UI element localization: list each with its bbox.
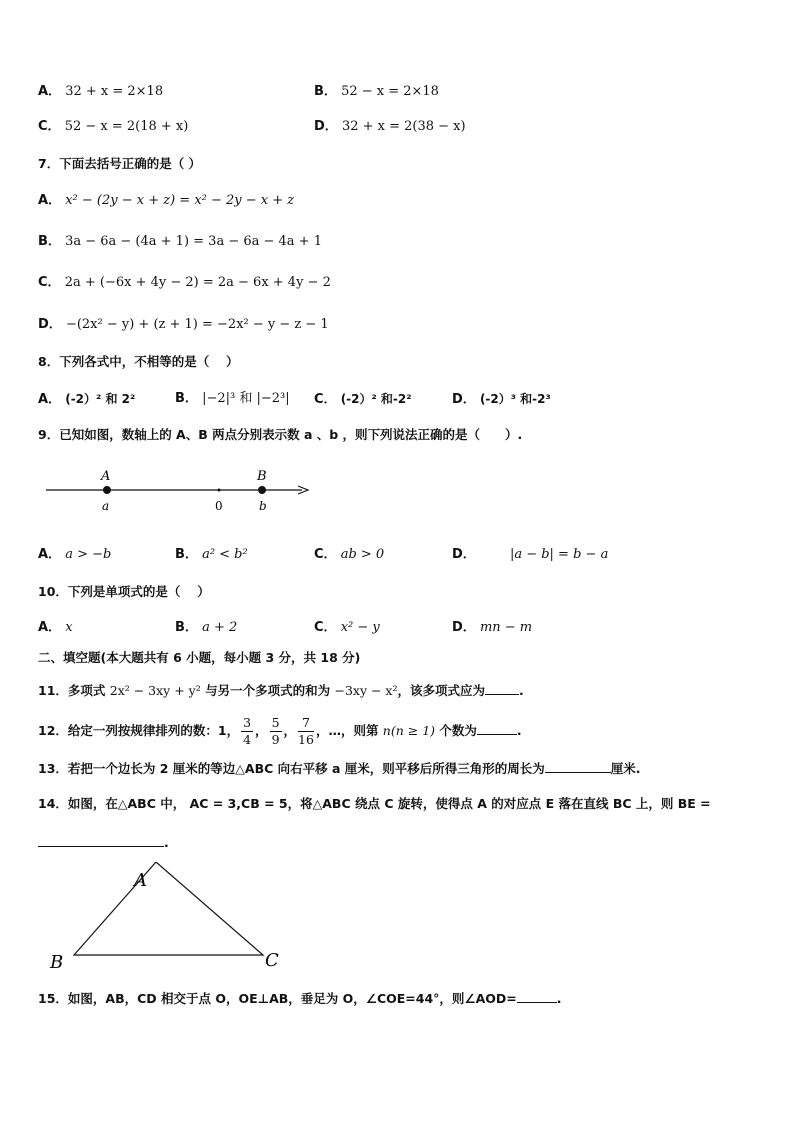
option-expr: (-2）² 和-2² [340, 392, 412, 406]
section-title: 二、填空题(本大题共有 6 小题，每小题 3 分，共 18 分) [38, 650, 361, 665]
option-label: B． [175, 391, 198, 406]
number-line-figure [40, 465, 320, 517]
option-expr: ab > 0 [340, 547, 385, 562]
fraction-3-4 [241, 715, 253, 748]
option-expr: |a − b| = b − a [509, 547, 609, 562]
option-label: C． [314, 392, 337, 407]
point-b-label: B [257, 469, 267, 484]
q6-option-d [314, 118, 466, 136]
triangle-abc [74, 862, 263, 955]
q9-option-c [314, 546, 384, 564]
triangle-figure [40, 862, 300, 974]
q14-text: 14．如图，在△ABC 中， AC = 3,CB = 5，将△ABC 绕点 C 旋转，使得点 A 的对应点 E 落在直线 BC 上，则 BE = [38, 796, 711, 811]
option-expr: |−2|³ 和 |−2³| [202, 391, 290, 406]
option-label: A． [38, 193, 62, 208]
option-label: D． [452, 392, 476, 407]
option-expr: x² − y [340, 620, 380, 635]
option-label: C． [314, 547, 337, 562]
numerator: 3 [243, 715, 252, 730]
q13-text: 13．若把一个边长为 2 厘米的等边△ABC 向右平移 a 厘米，则平移后所得三角形的周长为 [38, 761, 545, 776]
q11-end: . [519, 683, 524, 698]
q14-answer-line [38, 832, 169, 852]
q12-post2: 个数为 [435, 723, 477, 738]
option-label: C． [38, 119, 61, 134]
answer-blank [545, 758, 611, 773]
q8-option-a [38, 390, 135, 409]
q12: 12．给定一列按规律排列的数：1， $\frac{3}{4}$ ， $\frac{5}{9}$ ， $\frac{7}{16}$ ，…，则第 n(n ≥ 1) 个数为 . [38, 715, 522, 747]
point-b-dot [258, 486, 266, 494]
q12-pre: 12．给定一列按规律排列的数：1， [38, 723, 240, 738]
option-label: D． [452, 620, 476, 635]
option-label: A． [38, 392, 62, 407]
value-a-label: a [102, 499, 110, 513]
point-a-label: A [101, 469, 111, 484]
q12-post: ，…，则第 [315, 723, 383, 738]
q11 [38, 680, 524, 700]
option-expr: (-2）² 和 2² [65, 392, 136, 406]
q7-stem: 7．下面去括号正确的是（ ） [38, 156, 202, 171]
option-label: D． [314, 119, 338, 134]
point-a-dot [103, 486, 111, 494]
q10-option-c [314, 619, 380, 637]
q11-expr2: −3xy − x² [334, 683, 398, 698]
q8-option-c [314, 390, 412, 409]
q7-option-a [38, 192, 294, 210]
q12-cond: n(n ≥ 1) [382, 723, 436, 738]
option-expr: −(2x² − y) + (z + 1) = −2x² − y − z − 1 [65, 317, 329, 332]
q15-text: 15．如图，AB，CD 相交于点 O，OE⊥AB，垂足为 O，∠COE=44°，则∠AOD= [38, 991, 517, 1006]
q9-option-a [38, 546, 111, 564]
option-label: B． [38, 234, 61, 249]
q6-option-b [314, 83, 439, 101]
option-expr: x [65, 620, 73, 635]
answer-blank [477, 720, 517, 735]
denominator: 9 [271, 732, 280, 747]
q11-mid: 与另一个多项式的和为 [200, 683, 335, 698]
option-label: B． [314, 84, 337, 99]
q8-stem: 8．下列各式中，不相等的是（ ） [38, 354, 239, 369]
q12-end: . [516, 723, 522, 738]
value-b-label: b [259, 499, 267, 513]
q10-option-d [452, 619, 532, 637]
fraction-5-9 [270, 715, 282, 748]
option-label: C． [314, 620, 337, 635]
q9-option-b [175, 546, 248, 564]
option-label: B． [175, 620, 198, 635]
option-expr: 52 − x = 2(18 + x) [64, 119, 189, 134]
option-label: D． [452, 547, 476, 562]
origin-dot [218, 489, 221, 492]
option-expr: mn − m [479, 620, 533, 635]
q15 [38, 988, 562, 1008]
option-expr: (-2）³ 和-2³ [479, 392, 551, 406]
q7-option-c [38, 274, 331, 292]
option-label: A． [38, 620, 62, 635]
q11-pre: 11．多项式 [38, 683, 110, 698]
answer-blank [38, 832, 164, 847]
q8-option-d [452, 390, 551, 409]
fraction-7-16 [298, 715, 314, 748]
numerator: 7 [298, 715, 314, 732]
option-expr: 2a + (−6x + 4y − 2) = 2a − 6x + 4y − 2 [64, 275, 331, 290]
q13-end: 厘米. [610, 761, 641, 776]
option-label: D． [38, 317, 62, 332]
option-expr: 3a − 6a − (4a + 1) = 3a − 6a − 4a + 1 [65, 234, 322, 249]
option-expr: a > −b [65, 547, 112, 562]
q10-option-a [38, 619, 73, 637]
q10-stem: 10．下列是单项式的是（ ） [38, 584, 210, 599]
option-label: A． [38, 84, 62, 99]
option-expr: x² − (2y − x + z) = x² − 2y − x + z [65, 193, 295, 208]
option-label: A． [38, 547, 62, 562]
q7-option-b [38, 233, 322, 251]
zero-label: 0 [215, 499, 223, 513]
option-expr: 32 + x = 2×18 [65, 84, 164, 99]
q11-post: ，该多项式应为 [397, 683, 486, 698]
option-expr: a² < b² [202, 547, 248, 562]
q6-option-a [38, 83, 163, 101]
q9-option-d [452, 546, 608, 564]
vertex-b-label: B [50, 952, 64, 973]
q9-stem: 9．已知如图，数轴上的 A、B 两点分别表示数 a 、b ，则下列说法正确的是（ ）. [38, 427, 523, 442]
option-label: B． [175, 547, 198, 562]
answer-blank [485, 680, 519, 695]
denominator: 16 [298, 732, 314, 747]
vertex-c-label: C [265, 950, 279, 971]
vertex-a-label: A [134, 870, 147, 891]
q13 [38, 758, 641, 778]
q6-option-c [38, 118, 188, 136]
q11-expr1: 2x² − 3xy + y² [109, 683, 201, 698]
q10-option-b [175, 619, 237, 637]
numerator: 5 [271, 715, 280, 730]
q14-end: . [164, 835, 169, 850]
option-expr: 52 − x = 2×18 [341, 84, 439, 99]
q15-end: . [556, 991, 562, 1006]
q7-option-d [38, 316, 329, 334]
option-label: C． [38, 275, 61, 290]
option-expr: a + 2 [202, 620, 238, 635]
denominator: 4 [243, 732, 252, 747]
answer-blank [517, 988, 557, 1003]
q8-option-b [175, 390, 290, 408]
option-expr: 32 + x = 2(38 − x) [341, 119, 466, 134]
